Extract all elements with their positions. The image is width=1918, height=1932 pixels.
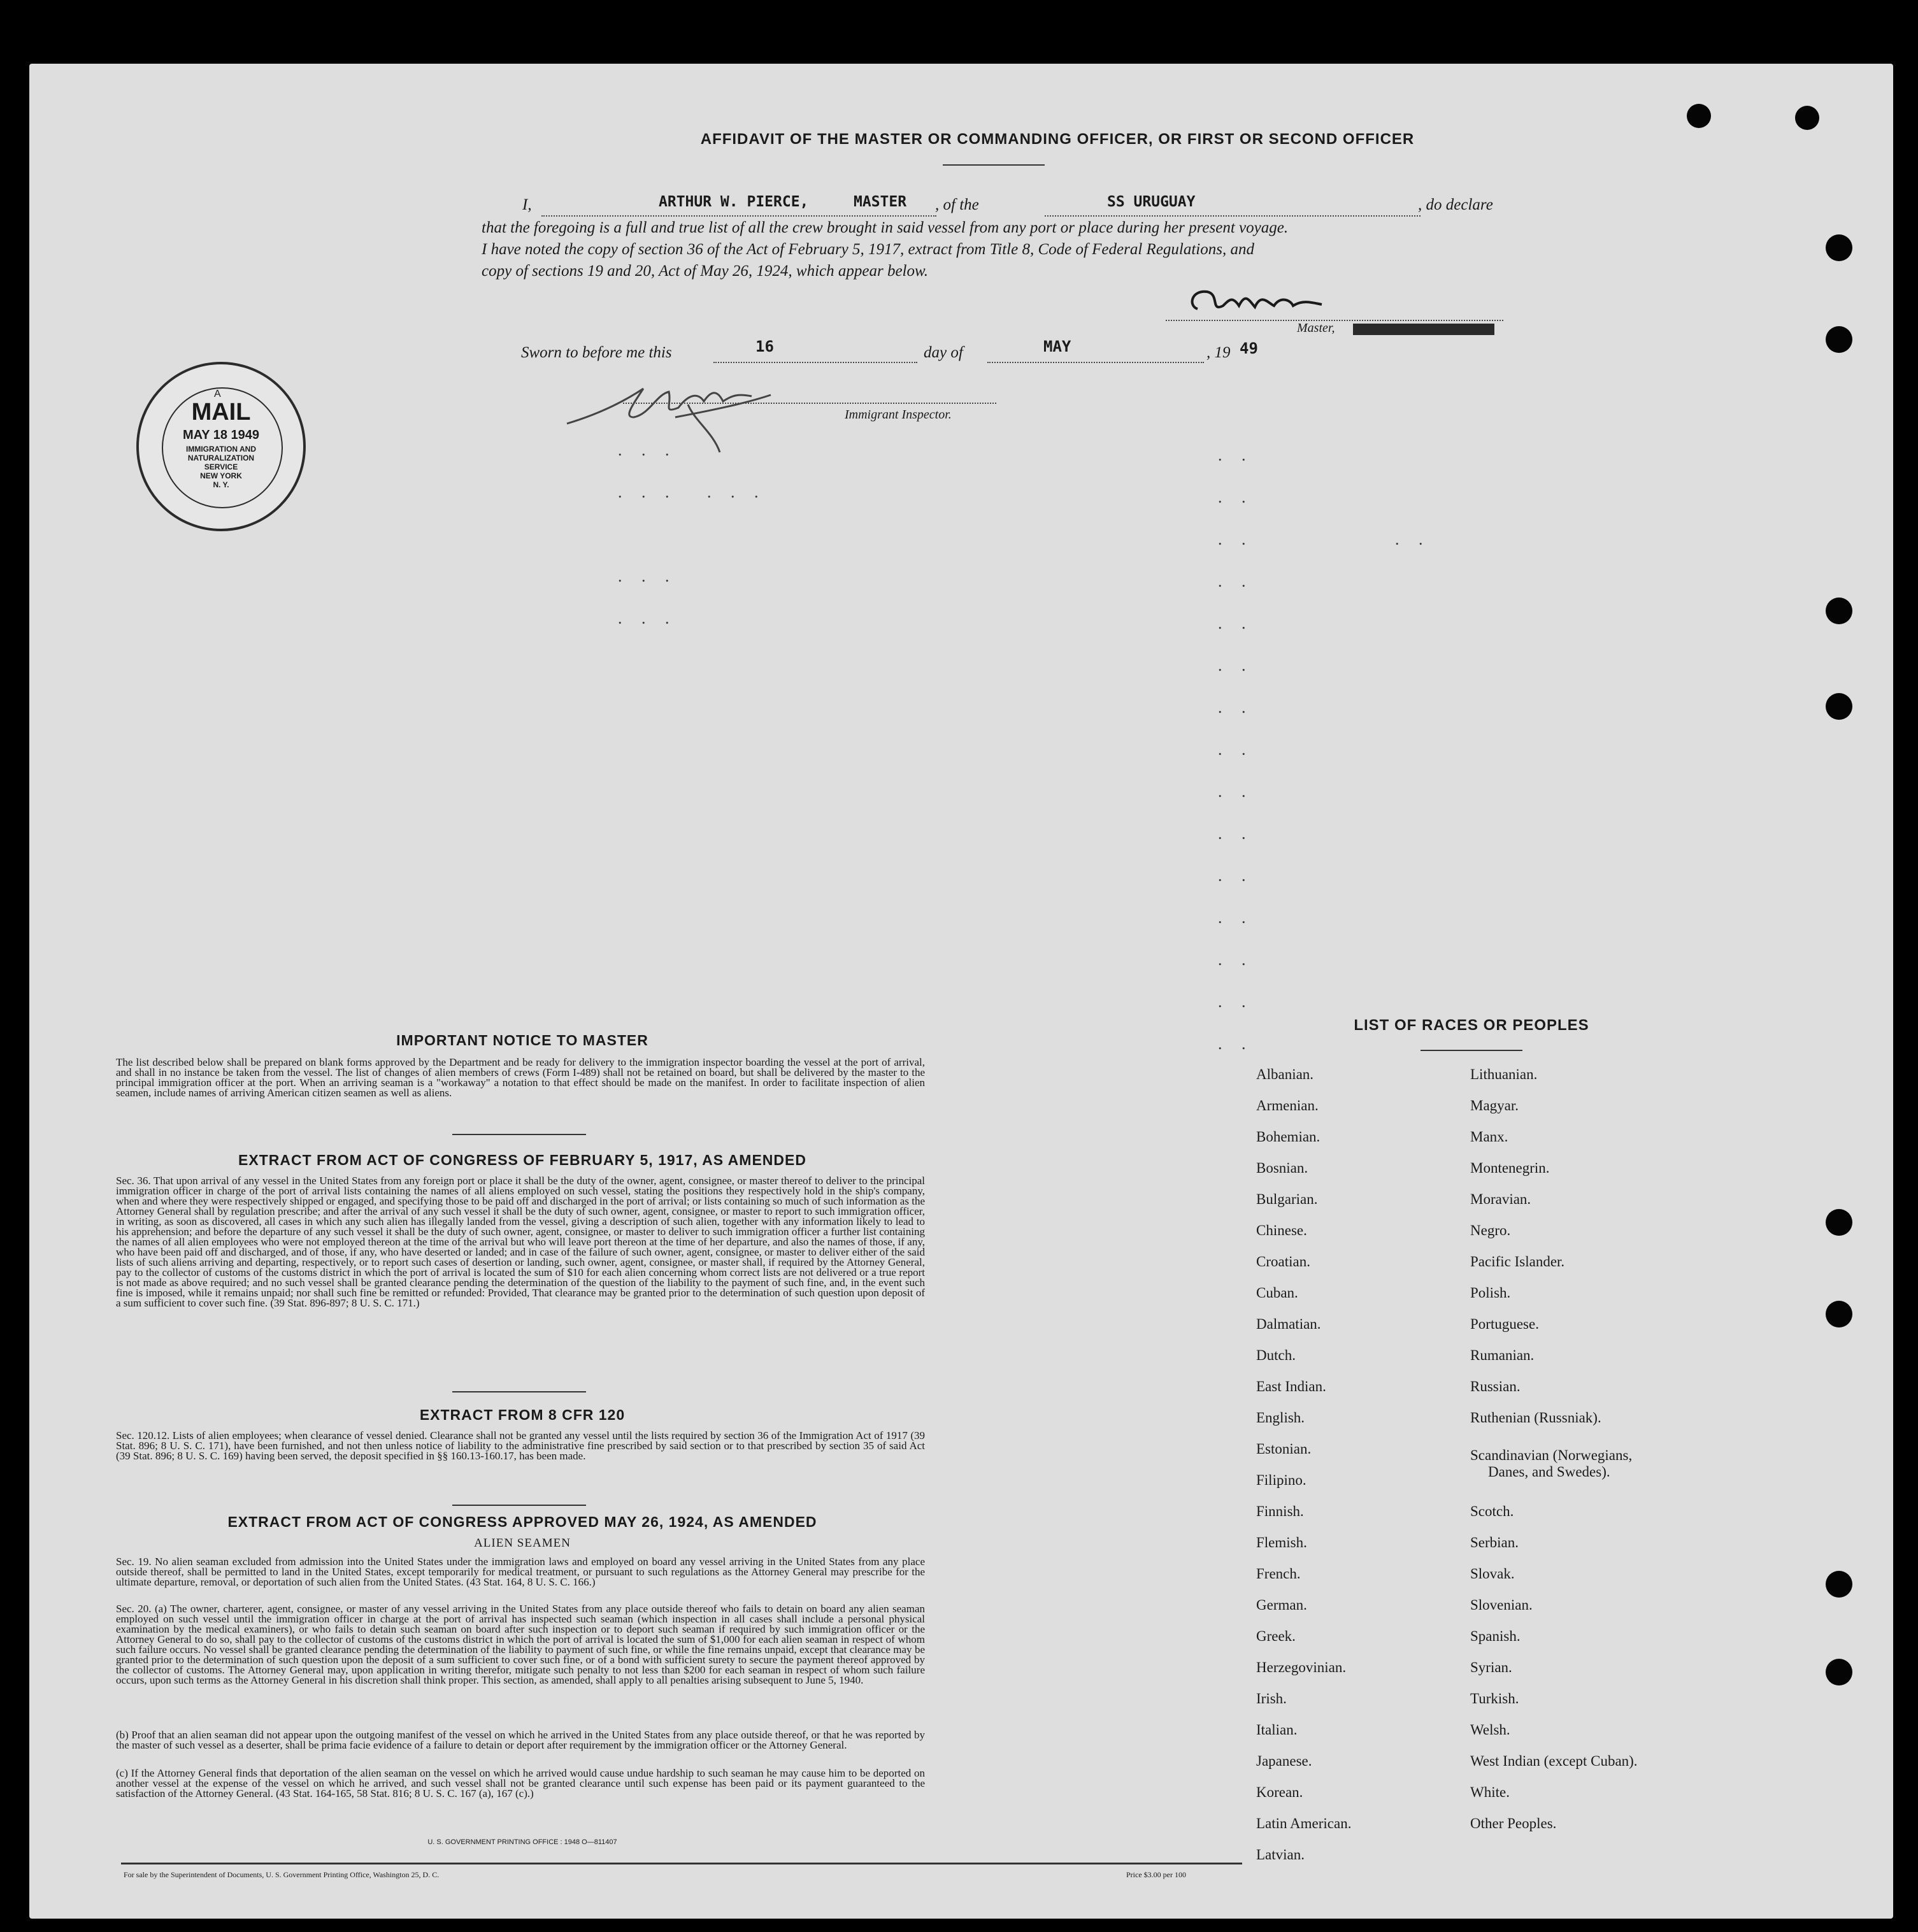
notice-title: IMPORTANT NOTICE TO MASTER bbox=[396, 1032, 648, 1048]
extract-1924-subtitle: ALIEN SEAMEN bbox=[474, 1536, 571, 1550]
punch-hole bbox=[1826, 693, 1852, 720]
race-item: German. bbox=[1256, 1597, 1307, 1613]
race-item: Irish. bbox=[1256, 1691, 1287, 1707]
race-item: Magyar. bbox=[1470, 1098, 1519, 1113]
leader-dots: . . . bbox=[707, 483, 766, 501]
race-item: Slovak. bbox=[1470, 1566, 1515, 1582]
race-item: East Indian. bbox=[1256, 1378, 1326, 1394]
punch-hole bbox=[1826, 1209, 1852, 1236]
races-title: LIST OF RACES OR PEOPLES bbox=[1354, 1017, 1589, 1034]
footer-sale-note: For sale by the Superintendent of Documents, U. S. Government Printing Office, Washington 25, D. C. bbox=[124, 1870, 440, 1879]
race-item: Estonian. bbox=[1256, 1441, 1312, 1457]
master-label: Master, bbox=[1297, 321, 1335, 335]
leader-dots: . . bbox=[1218, 740, 1254, 759]
inspector-signature bbox=[561, 357, 828, 465]
race-item: Bulgarian. bbox=[1256, 1191, 1318, 1207]
race-item: Portuguese. bbox=[1470, 1316, 1539, 1332]
race-item: Moravian. bbox=[1470, 1191, 1531, 1207]
footer-rule bbox=[121, 1863, 1242, 1864]
master-signature bbox=[1185, 280, 1376, 325]
punch-hole bbox=[1687, 104, 1711, 128]
leader-dots: . . bbox=[1218, 992, 1254, 1011]
race-item: Scotch. bbox=[1470, 1503, 1514, 1519]
punch-hole bbox=[1826, 234, 1852, 261]
declaration-line-4: copy of sections 19 and 20, Act of May 26, 1924, which appear below. bbox=[482, 262, 929, 280]
race-item: Herzegovinian. bbox=[1256, 1659, 1347, 1675]
leader-dots: . . bbox=[1218, 614, 1254, 633]
of-the-label: , of the bbox=[935, 196, 979, 213]
punch-hole bbox=[1826, 1659, 1852, 1685]
footer-price: Price $3.00 per 100 bbox=[1126, 1870, 1186, 1879]
leader-dots: . . . bbox=[618, 441, 677, 459]
race-item: Finnish. bbox=[1256, 1503, 1304, 1519]
race-item: Cuban. bbox=[1256, 1285, 1298, 1301]
race-item: Ruthenian (Russniak). bbox=[1470, 1410, 1601, 1426]
extract-1917-text: Sec. 36. That upon arrival of any vessel in the United States from any foreign port or place it shall be the duty of the owner, agent, consignee, or master thereof to deliver to the principal immigration officer in charge of the port of arrival lists containing the names of all aliens employed on such vessel, stating the positions they respectively hold in the ship's company, when and where they were respectively shipped or engaged, and specifying those to be paid off and discharged in the port of arrival; or lists containing so much of such information as the Attorney General shall by regulation prescribe; and after the arrival of any such vessel it shall be the duty of such owner, agent, consignee, or master to report to such immigration officer, in writing, as soon as discovered, all cases in which any such alien has illegally landed from the vessel, giving a description of such alien, together with any information likely to lead to his apprehension; and before the departure of any such vessel it shall be the duty of such owner, agent, consignee, or master to deliver to such immigration officer a further list containing the names of all alien employees who were not employed thereon at the time of the arrival but who will leave port thereon at the time of her departure, and also the names of those, if any, who have been paid off and discharged, and of those, if any, who have deserted or landed; and in case of the failure of such owner, agent, consignee, or master to deliver either of the said lists of such aliens arriving and departing, respectively, or to report such cases of desertion or landing, such owner, agent, consignee, or master shall, if required by the Attorney General, pay to the collector of customs of the customs district in which the port of arrival is located the sum of $10 for each alien concerning whom correct lists are not delivered or a true report is not made as above required; and no such vessel shall be granted clearance pending the determination of the question of the liability to the payment of such fine, and, in the event such fine is imposed, while it remains unpaid; nor shall such fine be remitted or refunded: Provided, That clearance may be granted prior to the determination of such question upon deposit of a sum sufficient to cover such fine. (39 Stat. 896-897; 8 U. S. C. 171.) bbox=[116, 1175, 925, 1309]
extract-1924-sec19: Sec. 19. No alien seaman excluded from admission into the United States under the immigration laws and employed on board any vessel arriving in the United States from any place outside thereof, shall be permitted to land in the United States, except temporarily for medical treatment, or pursuant to such regulations as the Attorney General may prescribe for the ultimate departure, removal, or deportation of such alien from the United States. (43 Stat. 164, 8 U. S. C. 166.) bbox=[116, 1556, 925, 1588]
sworn-label: Sworn to before me this bbox=[521, 344, 672, 361]
leader-dots: . . bbox=[1218, 572, 1254, 590]
leader-dots: . . bbox=[1395, 530, 1431, 548]
leader-dots: . . bbox=[1218, 950, 1254, 969]
race-item: White. bbox=[1470, 1784, 1510, 1800]
section-divider bbox=[452, 1505, 586, 1506]
punch-hole bbox=[1826, 326, 1852, 353]
race-item: Dalmatian. bbox=[1256, 1316, 1321, 1332]
leader-dots: . . . bbox=[618, 567, 677, 585]
month-field-line bbox=[987, 362, 1204, 363]
race-item: Chinese. bbox=[1256, 1222, 1307, 1238]
leader-dots: . . bbox=[1218, 866, 1254, 885]
punch-hole bbox=[1795, 106, 1819, 130]
race-item: Other Peoples. bbox=[1470, 1815, 1557, 1831]
stamp-title: MAIL bbox=[191, 399, 251, 426]
race-item: Lithuanian. bbox=[1470, 1066, 1538, 1082]
section-divider bbox=[452, 1134, 586, 1135]
do-declare-label: , do declare bbox=[1418, 196, 1493, 213]
leader-dots: . . bbox=[1218, 698, 1254, 717]
stamp-top-letter: A bbox=[214, 389, 221, 399]
extract-1917-title: EXTRACT FROM ACT OF CONGRESS OF FEBRUARY 5, 1917, AS AMENDED bbox=[238, 1152, 806, 1168]
notice-text: The list described below shall be prepared on blank forms approved by the Department and be ready for delivery to the immigration inspector boarding the vessel at the port of arrival, and shall in no instance be taken from the vessel. The list of changes of alien members of crews (Form I-489) shall not be retained on board, but shall be delivered by the master to the principal immigration officer at the port. When an arriving seaman is a "workaway" a notation to that effect should be made on the manifest. In order to facilitate inspection of alien seamen, include names of arriving American citizen seamen as well as aliens. bbox=[116, 1056, 925, 1099]
name-field-line bbox=[541, 215, 936, 217]
year-prefix: , 19 bbox=[1206, 344, 1231, 361]
extract-1924-title: EXTRACT FROM ACT OF CONGRESS APPROVED MAY 26, 1924, AS AMENDED bbox=[227, 1513, 817, 1530]
race-item: French. bbox=[1256, 1566, 1301, 1582]
stamp-date: MAY 18 1949 bbox=[182, 428, 260, 442]
race-item: Manx. bbox=[1470, 1129, 1508, 1145]
extract-cfr-title: EXTRACT FROM 8 CFR 120 bbox=[419, 1406, 626, 1423]
leader-dots: . . bbox=[1218, 488, 1254, 506]
stamp-line-4: NEW YORK bbox=[200, 471, 242, 480]
stamp-line-1: IMMIGRATION AND bbox=[186, 445, 256, 454]
inspector-label: Immigrant Inspector. bbox=[845, 408, 952, 422]
race-item: Turkish. bbox=[1470, 1691, 1519, 1707]
leader-dots: . . bbox=[1218, 824, 1254, 843]
punch-hole bbox=[1826, 1301, 1852, 1327]
race-item: Latin American. bbox=[1256, 1815, 1352, 1831]
race-item: Dutch. bbox=[1256, 1347, 1296, 1363]
race-item: Korean. bbox=[1256, 1784, 1303, 1800]
race-item: Flemish. bbox=[1256, 1535, 1307, 1550]
day-of-label: day of bbox=[924, 344, 963, 361]
race-item: Danes, and Swedes). bbox=[1488, 1464, 1610, 1480]
leader-dots: . . bbox=[1218, 908, 1254, 927]
affidavit-title: AFFIDAVIT OF THE MASTER OR COMMANDING OFFICER, OR FIRST OR SECOND OFFICER bbox=[700, 131, 1415, 148]
declaration-line-3: I have noted the copy of section 36 of the Act of February 5, 1917, extract from Title 8, Code of Federal Regulations, and bbox=[482, 241, 1254, 258]
race-item: Polish. bbox=[1470, 1285, 1511, 1301]
leader-dots: . . . bbox=[618, 483, 677, 501]
master-rank: MASTER bbox=[854, 194, 907, 210]
declaration-line-2: that the foregoing is a full and true list of all the crew brought in said vessel from any port or place during her present voyage. bbox=[482, 219, 1289, 236]
race-item: Croatian. bbox=[1256, 1254, 1310, 1270]
master-name: ARTHUR W. PIERCE, bbox=[659, 194, 809, 210]
race-item: Serbian. bbox=[1470, 1535, 1519, 1550]
mail-stamp bbox=[136, 362, 306, 531]
race-item: Slovenian. bbox=[1470, 1597, 1533, 1613]
race-item: Scandinavian (Norwegians, bbox=[1470, 1447, 1633, 1463]
race-item: Armenian. bbox=[1256, 1098, 1319, 1113]
race-item: Negro. bbox=[1470, 1222, 1511, 1238]
leader-dots: . . bbox=[1218, 1034, 1254, 1053]
vessel-field-line bbox=[1045, 215, 1421, 217]
race-item: Bohemian. bbox=[1256, 1129, 1320, 1145]
inspector-signature-line bbox=[623, 403, 996, 404]
vessel-name: SS URUGUAY bbox=[1107, 194, 1196, 210]
extract-cfr-text: Sec. 120.12. Lists of alien employees; when clearance of vessel denied. Clearance shall not be granted any vessel until the lists required by section 36 of the Immigration Act of 1917 (39 Stat. 896; 8 U. S. C. 171), have been furnished, and not then unless notice of liability to the administrative fine prescribed by said section or to that prescribed by section 35 of said Act (39 Stat. 896; 8 U. S. C. 169) having been served, the deposit specified in §§ 160.13-160.17, has been made. bbox=[116, 1429, 925, 1462]
race-item: Russian. bbox=[1470, 1378, 1521, 1394]
punch-hole bbox=[1826, 597, 1852, 624]
stamp-line-3: SERVICE bbox=[204, 462, 238, 471]
race-item: Montenegrin. bbox=[1470, 1160, 1550, 1176]
race-item: Latvian. bbox=[1256, 1847, 1305, 1863]
race-item: Rumanian. bbox=[1470, 1347, 1535, 1363]
title-underline bbox=[943, 164, 1045, 166]
race-item: English. bbox=[1256, 1410, 1305, 1426]
section-divider bbox=[452, 1391, 586, 1392]
race-item: Syrian. bbox=[1470, 1659, 1512, 1675]
leader-dots: . . . bbox=[618, 609, 677, 627]
race-item: Spanish. bbox=[1470, 1628, 1521, 1644]
redacted-title-box bbox=[1353, 324, 1494, 335]
race-item: Pacific Islander. bbox=[1470, 1254, 1565, 1270]
race-item: Albanian. bbox=[1256, 1066, 1314, 1082]
race-item: Greek. bbox=[1256, 1628, 1296, 1644]
extract-1924-sec20a: Sec. 20. (a) The owner, charterer, agent, consignee, or master of any vessel arriving in the United States from any place outside thereof who fails to detain on board any alien seaman employed on such vessel until the immigration officer in charge at the port of arrival has inspected such seaman (which inspection in all cases shall include a personal physical examination by the medical examiners), or who fails to detain such seaman on board after such inspection or to deport such seaman if required by such immigration officer or the Attorney General to do so, shall pay to the collector of customs of the customs district in which the port of arrival is located the sum of $1,000 for each alien seaman in respect of whom such failure occurs. No vessel shall be granted clearance pending the determination of the liability to payment of such fine, or while the fine remains unpaid, except that clearance may be granted prior to the determination of such question upon the deposit of a sum sufficient to cover such fine, or of a bond with sufficient surety to secure the payment thereof approved by the collector of customs. The Attorney General may, upon application in writing therefor, mitigate such penalty to not less than $200 for each seaman in respect of whom such failure occurs, upon such terms as the Attorney General in his discretion shall think proper. This section, as amended, shall apply to all penalties arising subsequent to June 5, 1940. bbox=[116, 1603, 925, 1686]
race-item: West Indian (except Cuban). bbox=[1470, 1753, 1638, 1769]
race-item: Bosnian. bbox=[1256, 1160, 1308, 1176]
sworn-year: 49 bbox=[1240, 340, 1258, 357]
leader-dots: . . bbox=[1218, 782, 1254, 801]
race-item: Japanese. bbox=[1256, 1753, 1312, 1769]
extract-1924-sec20c: (c) If the Attorney General finds that deportation of the alien seaman on the vessel on which he arrived would cause undue hardship to such seaman he may cause him to be deported on another vessel at the expense of the vessel on which he arrived, and such vessel shall not be granted clearance until such expense has been paid or its payment guaranteed to the satisfaction of the Attorney General. (43 Stat. 164-165, 58 Stat. 816; 8 U. S. C. 167 (a), 167 (c).) bbox=[116, 1767, 925, 1800]
stamp-line-5: N. Y. bbox=[213, 480, 229, 489]
sworn-month: MAY bbox=[1043, 338, 1071, 355]
leader-dots: . . bbox=[1218, 446, 1254, 464]
gpo-line: U. S. GOVERNMENT PRINTING OFFICE : 1948 O—811407 bbox=[427, 1838, 617, 1846]
stamp-line-2: NATURALIZATION bbox=[187, 454, 255, 462]
race-item: Italian. bbox=[1256, 1722, 1298, 1738]
sworn-day: 16 bbox=[755, 338, 774, 355]
extract-1924-sec20b: (b) Proof that an alien seaman did not appear upon the outgoing manifest of the vessel on which he arrived in the United States from any place outside thereof, or that he was reported by the master of such vessel as a deserter, shall be prima facie evidence of a failure to detain or deport after requirement by the immigration officer or the Attorney General. bbox=[116, 1729, 925, 1751]
race-item: Filipino. bbox=[1256, 1472, 1306, 1488]
leader-dots: . . bbox=[1218, 530, 1254, 548]
leader-dots: . . bbox=[1218, 656, 1254, 675]
race-item: Welsh. bbox=[1470, 1722, 1510, 1738]
punch-hole bbox=[1826, 1571, 1852, 1598]
declaration-lead: I, bbox=[522, 196, 532, 213]
races-title-underline bbox=[1421, 1050, 1522, 1051]
